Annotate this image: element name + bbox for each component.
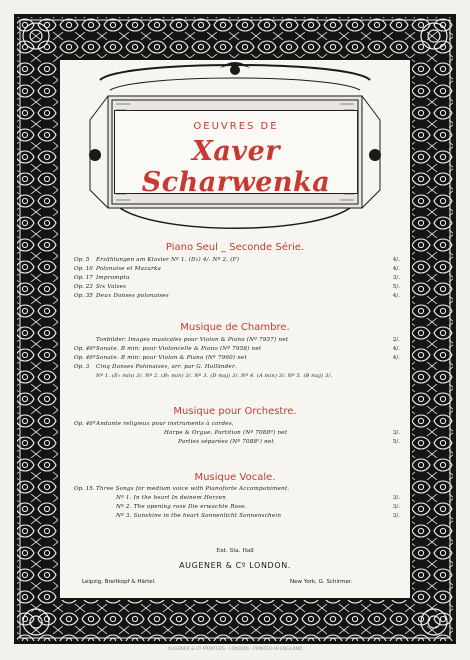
opus-number: Op. 3 <box>74 364 90 370</box>
list-item <box>74 292 400 301</box>
work-title: Harpe & Orgue. Partition (Nº 7088ª) net <box>164 430 288 436</box>
price: 3/. <box>392 430 400 436</box>
opus-number: Op. 17 <box>74 275 93 281</box>
list-item <box>74 363 400 372</box>
section-title-chambre: Musique de Chambre. <box>180 322 290 333</box>
price: 4/. <box>392 355 400 361</box>
work-title: Nº 1. (E♭ min) 3/. Nº 2. (B♭ min) 3/. Nº 3. (D maj) 3/. Nº 4. (A min) 3/. Nº 5. (B maj) 3/. <box>96 373 333 379</box>
price: 3/. <box>392 495 400 501</box>
leipzig-agent: Leipzig, Breitkopf & Härtel. <box>82 579 156 585</box>
work-title: Tonbilder. Images musicales pour Violon & Piano (Nº 7957) net <box>96 337 289 343</box>
list-item <box>74 512 400 521</box>
price: 3/. <box>392 504 400 510</box>
price: 4/. <box>392 293 400 299</box>
printer-imprint: AUGENER & Cº PRINTERS · LONDON · PRINTED IN ENGLAND <box>167 647 303 652</box>
price: 5/. <box>392 284 400 290</box>
list-item <box>74 265 400 274</box>
opus-number: Op. 46ª <box>74 421 96 427</box>
list-item <box>74 372 400 381</box>
work-title: Nº 3. Sunshine in the heart Sonnenlicht Sonnenschein <box>116 513 282 519</box>
price: 4/. <box>392 346 400 352</box>
work-title: Six Valses <box>96 284 127 290</box>
price: 4/. <box>392 257 400 263</box>
opus-number: Op. 46ª <box>74 346 96 352</box>
price: 4/. <box>392 266 400 272</box>
opus-number: Op. 46ª <box>74 355 96 361</box>
list-item <box>74 336 400 345</box>
work-title: Erzählungen am Klavier Nº 1. (D♭) 4/. Nº 2. (F) <box>96 257 240 263</box>
work-title: Three Songs for medium voice with Pianoforte Accompaniment. <box>96 486 290 492</box>
newyork-agent: New York, G. Schirmer. <box>290 579 353 585</box>
publisher-name: AUGENER & Cº LONDON. <box>179 561 291 570</box>
section-title-piano: Piano Seul _ Seconde Série. <box>165 242 305 253</box>
list-item <box>74 274 400 283</box>
work-title: Nº 2. The opening rose Die erwachte Rose. <box>116 504 247 510</box>
work-title: Sonate. B min: pour Violon & Piano (Nº 7960) net <box>96 355 247 361</box>
list-item <box>74 494 400 503</box>
stationers-hall-note: Ent. Sta. Hall <box>216 548 254 554</box>
list-item <box>74 485 400 494</box>
work-title: Impromptu <box>96 275 130 281</box>
work-title: Cinq Danses Polonaises, arr. par G. Holländer. <box>96 364 237 370</box>
opus-number: Op. 35 <box>74 293 93 299</box>
section-title-vocale: Musique Vocale. <box>194 472 276 483</box>
list-item <box>74 283 400 292</box>
section-title-orchestre: Musique pour Orchestre. <box>173 406 297 417</box>
work-title: Andante religieux pour instruments à cordes, <box>96 421 234 427</box>
list-item <box>74 345 400 354</box>
oeuvres-de-label: OEUVRES DE <box>193 121 279 132</box>
price: 3/. <box>392 275 400 281</box>
list-item <box>74 503 400 512</box>
work-title: Deux Danses polonaises <box>96 293 169 299</box>
list-item <box>74 429 400 438</box>
opus-number: Op. 10 <box>74 266 93 272</box>
price: 5/. <box>392 439 400 445</box>
work-title: Polonaise et Mazurka <box>96 266 162 272</box>
opus-number: Op. 15. <box>74 486 95 492</box>
list-item <box>74 256 400 265</box>
list-item <box>74 438 400 447</box>
work-title: Parties séparées (Nº 7088ᵇ) net <box>178 439 274 445</box>
list-item <box>74 420 400 429</box>
opus-number: Op. 23 <box>74 284 93 290</box>
work-title: Sonate. B min: pour Violoncelle & Piano (Nº 7958) net <box>96 346 262 352</box>
composer-name: Xaver Scharwenka <box>141 136 331 198</box>
price: 3/. <box>392 513 400 519</box>
list-item <box>74 354 400 363</box>
work-title: Nº 1. In the heart In deinem Herzen <box>116 495 226 501</box>
opus-number: Op. 5 <box>74 257 90 263</box>
price: 2/. <box>392 337 400 343</box>
title-plaque <box>114 110 358 198</box>
